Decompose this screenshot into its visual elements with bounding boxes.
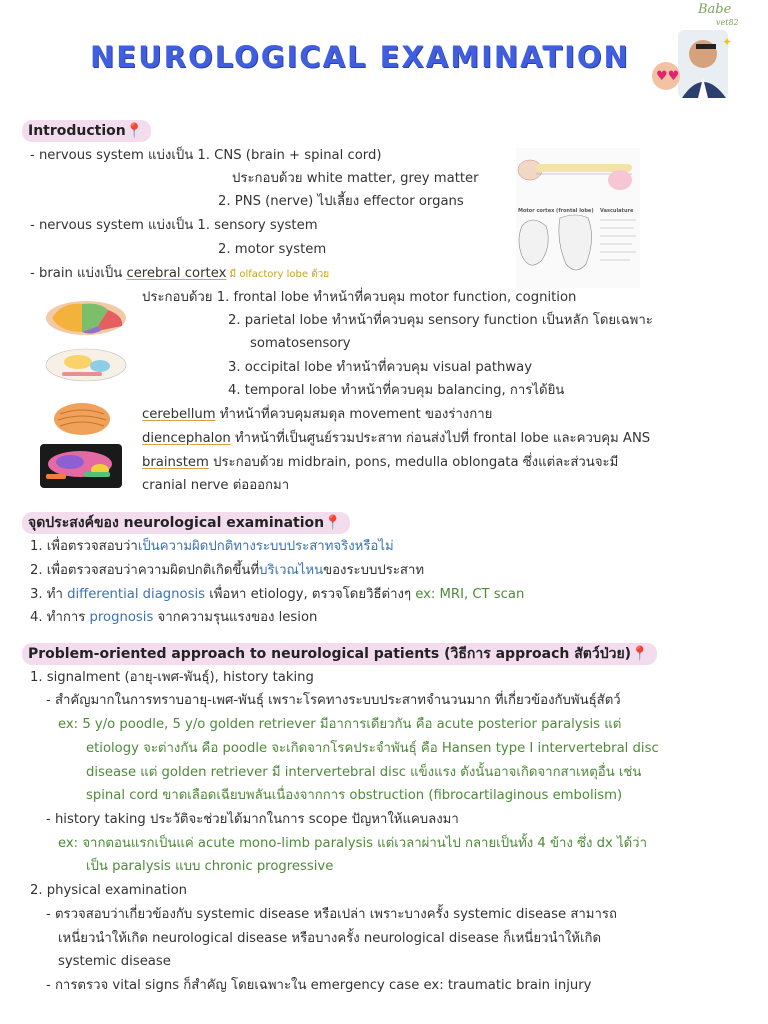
term-cerebral-cortex: cerebral cortex — [126, 266, 227, 281]
example-span: ex: MRI, CT scan — [415, 587, 525, 602]
text-span: - brain แบ่งเป็น — [30, 266, 127, 281]
heading-text: จุดประสงค์ของ neurological examination — [28, 515, 325, 531]
problem-example-line: disease แต่ golden retriever มี intervertebral disc แข็งแรง ดังนั้นอาจเกิดจากสาเหตุอื่น เช่น — [86, 765, 642, 780]
avatar-illustration — [648, 26, 736, 100]
intro-line: ประกอบด้วย 1. frontal lobe ทำหน้าที่ควบคุม motor function, cognition — [142, 290, 577, 305]
intro-line: cranial nerve ต่อออกมา — [142, 478, 290, 493]
objective-line — [30, 538, 394, 556]
term-diencephalon: diencephalon — [142, 431, 231, 446]
pin-icon: 📍 — [125, 123, 144, 139]
intro-line: 2. parietal lobe ทำหน้าที่ควบคุม sensory function เป็นหลัก โดยเฉพาะ — [228, 313, 653, 328]
intro-line — [30, 265, 329, 284]
brand-subtitle: vet82 — [716, 18, 739, 27]
text-span: ทำหน้าที่ควบคุมสมดุล movement ของร่างกาย — [215, 407, 493, 422]
problem-line: เหนี่ยวนำให้เกิด neurological disease หรือบางครั้ง neurological disease ก็เหนี่ยวนำให้เกิด — [58, 931, 602, 946]
nervous-system-figure — [516, 148, 640, 288]
cerebellum-illustration — [52, 400, 112, 438]
section-heading-problem-oriented — [22, 643, 657, 665]
page-title: NEUROLOGICAL EXAMINATION — [90, 40, 630, 74]
highlight-span: differential diagnosis — [67, 587, 206, 602]
problem-example-line: spinal cord ขาดเลือดเฉียบพลันเนื่องจากการ obstruction (fibrocartilaginous embolism) — [86, 788, 623, 803]
text-span: 2. เพื่อตรวจสอบว่าความผิดปกติเกิดขึ้นที่ — [30, 563, 260, 578]
problem-line: 2. physical examination — [30, 883, 188, 898]
text-span: เพื่อหา etiology, ตรวจโดยวิธีต่างๆ — [205, 587, 416, 602]
problem-line: 1. signalment (อายุ-เพศ-พันธุ์), history taking — [30, 670, 314, 685]
intro-line — [142, 454, 618, 472]
avatar — [648, 26, 736, 100]
highlight-span: บริเวณไหน — [259, 563, 324, 578]
brand-signature: Babe — [698, 2, 732, 17]
heading-text: Problem-oriented approach to neurological patients (วิธีการ approach สัตว์ป่วย) — [28, 646, 632, 662]
intro-line — [142, 430, 650, 448]
intro-line: 3. occipital lobe ทำหน้าที่ควบคุม visual pathway — [228, 360, 533, 375]
term-cerebellum: cerebellum — [142, 407, 216, 422]
intro-line — [142, 406, 492, 424]
text-span: 4. ทำการ — [30, 610, 90, 625]
text-span: จากความรุนแรงของ lesion — [153, 610, 318, 625]
brainstem-illustration — [40, 444, 122, 488]
problem-line: - ตรวจสอบว่าเกี่ยวข้องกับ systemic disease หรือเปล่า เพราะบางครั้ง systemic disease สามารถ — [46, 907, 617, 922]
objective-line — [30, 586, 524, 604]
dog-nervous-system-illustration — [516, 148, 640, 288]
problem-line: - สำคัญมากในการทราบอายุ-เพศ-พันธุ์ เพราะโรคทางระบบประสาทจำนวนมาก ที่เกี่ยวข้องกับพันธุ์สัตว์ — [46, 693, 621, 708]
section-heading-introduction — [22, 120, 151, 142]
text-span: ทำหน้าที่เป็นศูนย์รวมประสาท ก่อนส่งไปที่ frontal lobe และควบคุม ANS — [230, 431, 651, 446]
heading-text: Introduction — [28, 123, 126, 139]
intro-line: 4. temporal lobe ทำหน้าที่ควบคุม balancing, การได้ยิน — [228, 383, 565, 398]
intro-line: - nervous system แบ่งเป็น 1. CNS (brain + spinal cord) — [30, 148, 382, 163]
problem-line: - history taking ประวัติจะช่วยได้มากในการ scope ปัญหาให้แคบลงมา — [46, 812, 459, 827]
objective-line — [30, 609, 317, 627]
problem-example-line: etiology จะต่างกัน คือ poodle จะเกิดจากโรคประจำพันธุ์ คือ Hansen type I intervertebral disc — [86, 741, 659, 756]
problem-example-line: ex: จากตอนแรกเป็นแค่ acute mono-limb paralysis แต่เวลาผ่านไป กลายเป็นทั้ง 4 ข้าง ซึ่ง dx ได้ว่า — [58, 836, 647, 851]
brain-sagittal-illustration — [42, 346, 130, 384]
side-note: มี olfactory lobe ด้วย — [226, 269, 330, 280]
objective-line — [30, 562, 424, 580]
svg-text:♥♥: ♥♥ — [656, 69, 680, 84]
intro-line: 2. PNS (nerve) ไปเลี้ยง effector organs — [218, 194, 464, 209]
intro-line: 2. motor system — [218, 242, 327, 257]
brain-lobes-illustration — [42, 298, 130, 338]
pin-icon: 📍 — [324, 515, 342, 531]
highlight-span: prognosis — [89, 610, 154, 625]
text-span: 3. ทำ — [30, 587, 68, 602]
problem-example-line: เป็น paralysis แบบ chronic progressive — [86, 859, 334, 874]
figure-caption: Motor cortex (frontal lobe) — [518, 208, 594, 214]
section-heading-objective — [22, 512, 350, 534]
highlight-span: เป็นความผิดปกติทางระบบประสาทจริงหรือไม่ — [137, 539, 394, 554]
svg-text:✦: ✦ — [722, 35, 733, 49]
figure-legend-title: Vasculature — [600, 208, 634, 214]
intro-line: somatosensory — [250, 336, 351, 351]
pin-icon: 📍 — [631, 646, 649, 662]
text-span: 1. เพื่อตรวจสอบว่า — [30, 539, 138, 554]
text-span: ของระบบประสาท — [323, 563, 425, 578]
problem-line: - การตรวจ vital signs ก็สำคัญ โดยเฉพาะใน emergency case ex: traumatic brain injury — [46, 978, 592, 993]
problem-line: systemic disease — [58, 954, 171, 969]
term-brainstem: brainstem — [142, 455, 209, 470]
intro-line: - nervous system แบ่งเป็น 1. sensory system — [30, 218, 318, 233]
text-span: ประกอบด้วย midbrain, pons, medulla oblongata ซึ่งแต่ละส่วนจะมี — [208, 455, 619, 470]
intro-line: ประกอบด้วย white matter, grey matter — [232, 171, 479, 186]
problem-example-line: ex: 5 y/o poodle, 5 y/o golden retriever มีอาการเดียวกัน คือ acute posterior paralysis แต่ — [58, 717, 622, 732]
